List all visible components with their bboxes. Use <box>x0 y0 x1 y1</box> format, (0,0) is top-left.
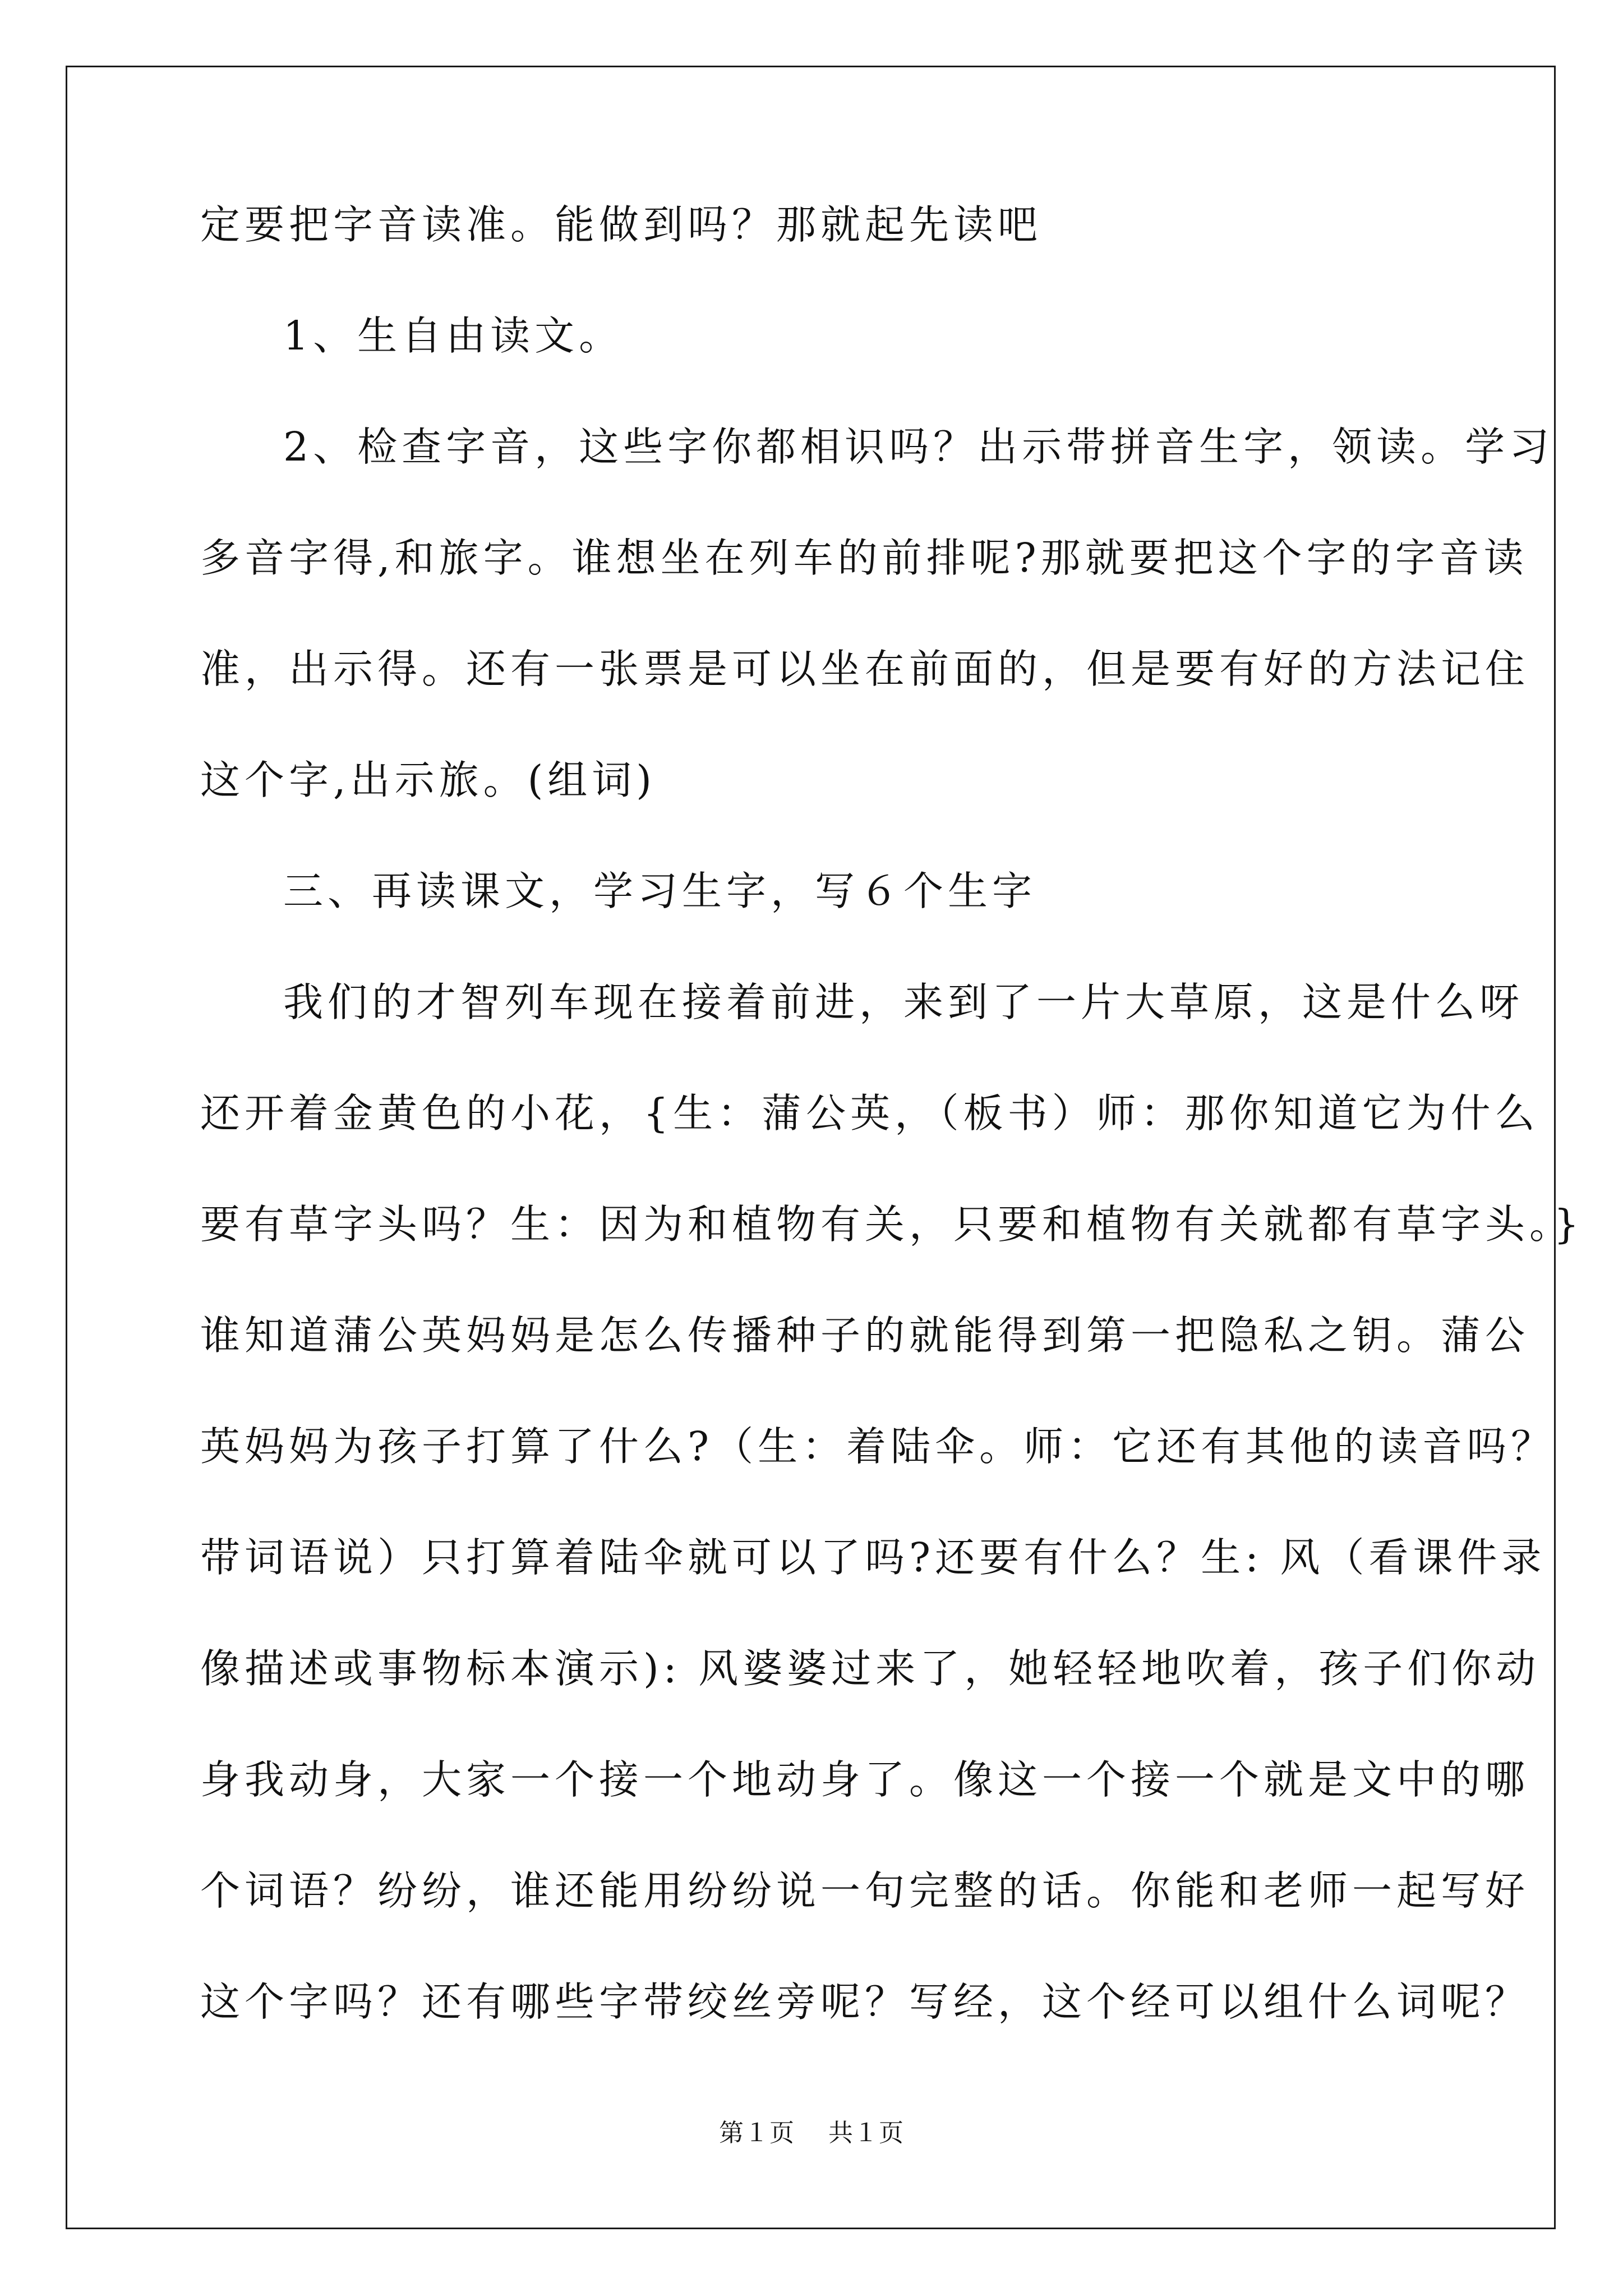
text-line-8: 我们的才智列车现在接着前进，来到了一片大草原，这是什么呀 <box>283 979 1524 1025</box>
document-body <box>200 201 1584 2090</box>
text-line-10: 要有草字头吗？生：因为和植物有关，只要和植物有关就都有草字头。} <box>200 1201 1584 1248</box>
text-line-17: 这个字吗？还有哪些字带绞丝旁呢？写经，这个经可以组什么词呢？ <box>200 1978 1530 2025</box>
text-line-1: 定要把字音读准。能做到吗？那就起先读吧 <box>200 201 1043 248</box>
text-line-7: 三、再读课文，学习生字，写６个生字 <box>283 868 1037 914</box>
text-line-13: 带词语说）只打算着陆伞就可以了吗?还要有什么？生: 风（看课件录 <box>200 1534 1546 1581</box>
text-line-14: 像描述或事物标本演示): 风婆婆过来了，她轻轻地吹着，孩子们你动 <box>200 1645 1541 1692</box>
page-footer <box>0 2119 1623 2147</box>
page-number-label: 第１页 <box>719 2119 795 2147</box>
text-line-16: 个词语？纷纷，谁还能用纷纷说一句完整的话。你能和老师一起写好 <box>200 1867 1530 1914</box>
text-line-9: 还开着金黄色的小花，{生：蒲公英，（板书）师：那你知道它为什么 <box>200 1090 1539 1137</box>
text-line-5: 准，出示得。还有一张票是可以坐在前面的，但是要有好的方法记住 <box>200 646 1530 692</box>
text-line-12: 英妈妈为孩子打算了什么?（生：着陆伞。师：它还有其他的读音吗？ <box>200 1423 1556 1470</box>
total-pages-label: 共１页 <box>828 2119 904 2147</box>
text-line-4: 多音字得,和旅字。谁想坐在列车的前排呢?那就要把这个字的字音读 <box>200 535 1528 581</box>
text-line-6: 这个字,出示旅。(组词) <box>200 757 656 803</box>
text-line-11: 谁知道蒲公英妈妈是怎么传播种子的就能得到第一把隐私之钥。蒲公 <box>200 1312 1530 1359</box>
text-line-2: 1、生自由读文。 <box>283 312 624 359</box>
text-line-3: 2、检查字音，这些字你都相识吗？出示带拼音生字，领读。学习 <box>283 424 1554 470</box>
text-line-15: 身我动身，大家一个接一个地动身了。像这一个接一个就是文中的哪 <box>200 1756 1530 1803</box>
